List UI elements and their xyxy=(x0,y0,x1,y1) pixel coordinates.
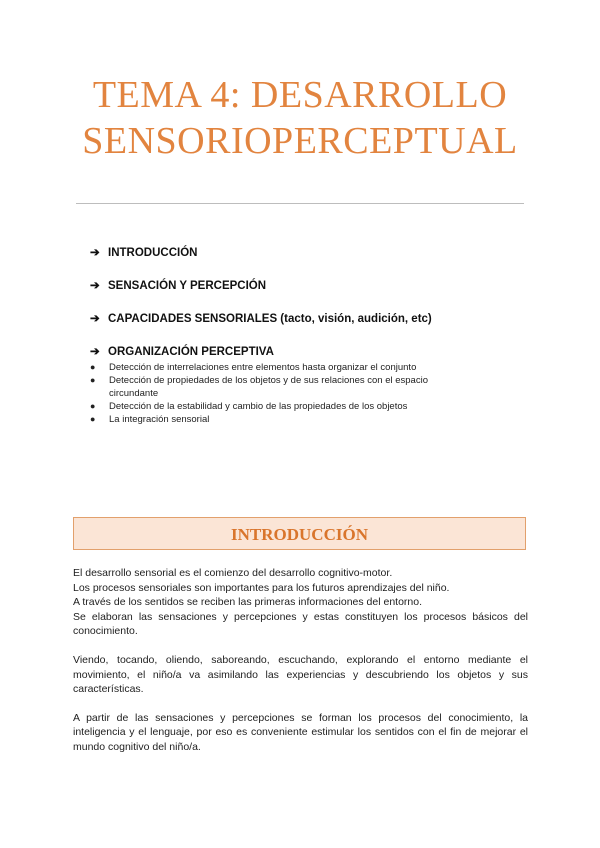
toc-item-label: INTRODUCCIÓN xyxy=(108,247,198,259)
toc-item-capacidades xyxy=(90,312,530,326)
toc-item-organizacion xyxy=(90,345,530,359)
arrow-icon: ➔ xyxy=(90,247,100,259)
title-line-1: TEMA 4: DESARROLLO xyxy=(92,74,508,116)
subitem-list xyxy=(90,361,530,426)
toc-item-label: SENSACIÓN Y PERCEPCIÓN xyxy=(108,280,267,292)
title-divider xyxy=(76,203,524,204)
body-line: El desarrollo sensorial es el comienzo del desarrollo cognitivo-motor. xyxy=(73,567,393,579)
section-heading: INTRODUCCIÓN xyxy=(231,525,368,544)
body-line: A través de los sentidos se reciben las primeras informaciones del entorno. xyxy=(73,596,423,609)
document-title xyxy=(0,72,600,164)
bullet-icon: ● xyxy=(90,362,96,372)
body-paragraph-3: A partir de las sensaciones y percepciones se forman los procesos del conocimiento, la inteligencia y el lenguaje, por eso es conveniente estimular los sentidos con el fin de mejorar el mundo cognitivo del niño/a. xyxy=(73,711,528,753)
list-item: ● Detección de propiedades de los objetos y de sus relaciones con el espacio circundante xyxy=(90,375,428,399)
list-item: ● La integración sensorial xyxy=(90,414,210,425)
toc-item-sensacion xyxy=(90,279,530,293)
body-paragraph-2: Viendo, tocando, oliendo, saboreando, escuchando, explorando el entorno mediante el movimiento, el niño/a va asimilando las experiencias y descubriendo los objetos y sus características. xyxy=(73,653,528,696)
toc-item-label: CAPACIDADES SENSORIALES (tacto, visión, audición, etc) xyxy=(108,313,432,325)
body-line: Se elaboran las sensaciones y percepciones y estas constituyen los procesos básicos del conocimiento. xyxy=(73,610,528,638)
bullet-icon: ● xyxy=(90,375,96,385)
bullet-icon: ● xyxy=(90,414,96,424)
table-of-contents xyxy=(90,246,530,426)
arrow-icon: ➔ xyxy=(90,280,100,292)
bullet-icon: ● xyxy=(90,401,96,411)
section-heading-box xyxy=(73,517,526,550)
list-item: ● Detección de la estabilidad y cambio de las propiedades de los objetos xyxy=(90,401,408,412)
list-item: ● Detección de interrelaciones entre elementos hasta organizar el conjunto xyxy=(90,362,417,373)
body-line: Los procesos sensoriales son importantes para los futuros aprendizajes del niño. xyxy=(73,581,450,594)
section-body xyxy=(73,566,528,755)
title-line-2: SENSORIOPERCEPTUAL xyxy=(82,120,518,162)
arrow-icon: ➔ xyxy=(90,346,100,358)
arrow-icon: ➔ xyxy=(90,313,100,325)
toc-item-label: ORGANIZACIÓN PERCEPTIVA xyxy=(108,346,274,358)
toc-item-introduccion xyxy=(90,246,530,260)
